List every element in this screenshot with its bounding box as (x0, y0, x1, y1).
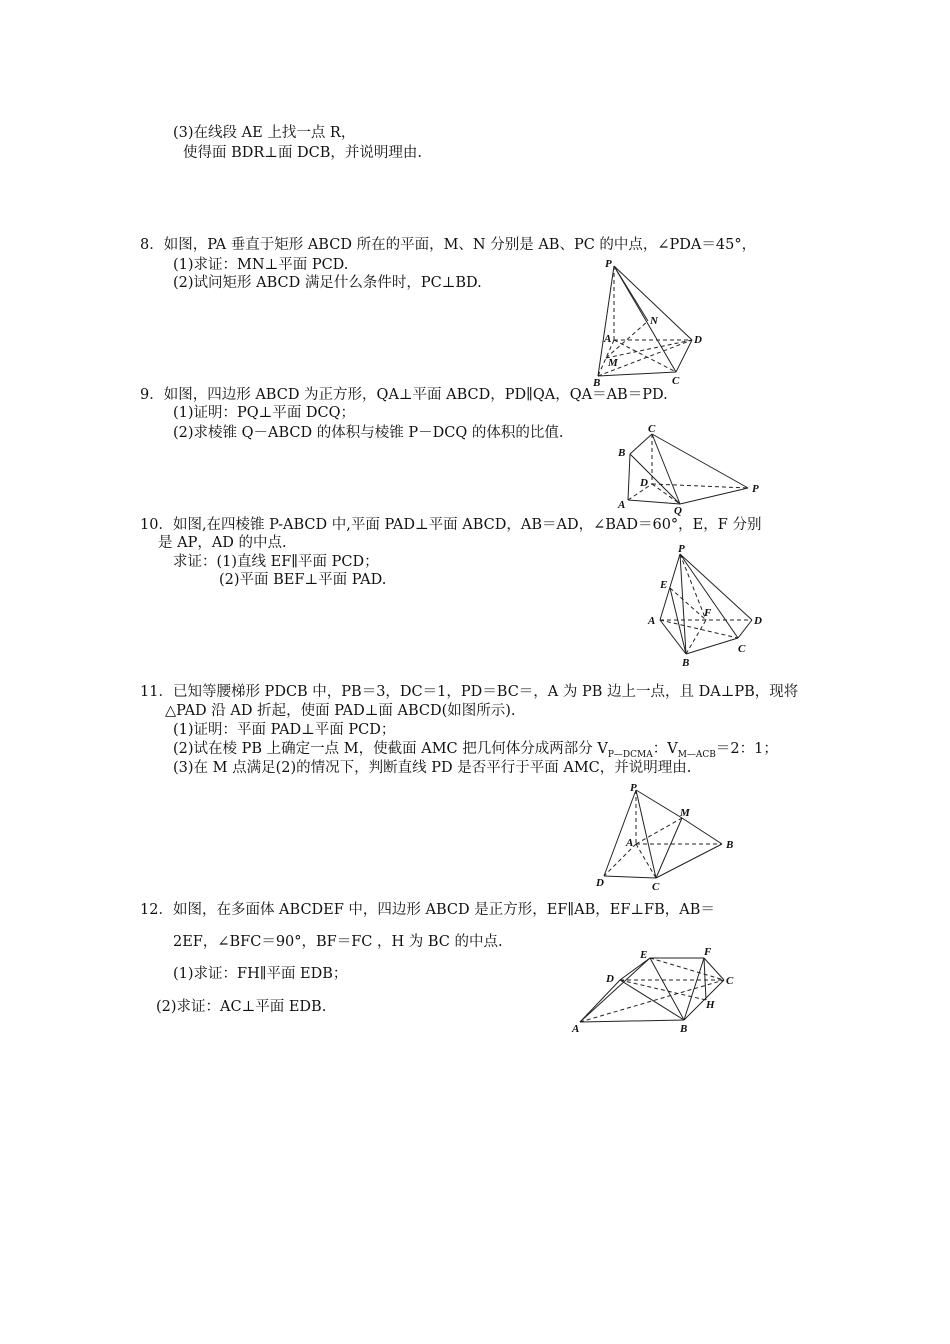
p12-label-C: C (726, 975, 734, 987)
p10-part1: 求证：(1)直线 EF∥平面 PCD； (173, 554, 379, 570)
p9-part1: (1)证明：PQ⊥平面 DCQ； (173, 405, 356, 421)
p12-figure (570, 944, 750, 1044)
p11-label-P: P (630, 782, 637, 794)
p12-polyhedron-diagram (570, 944, 750, 1040)
p11-part2-tail: ＝2：1； (715, 741, 778, 757)
p11-label-D: D (596, 877, 604, 889)
p11-part2-sub2: M—ACB (677, 749, 716, 760)
p8-label-A: A (604, 333, 612, 345)
p7-part3-line2: 使得面 BDR⊥面 DCB，并说明理由. (183, 145, 423, 161)
p12-part1: (1)求证：FH∥平面 EDB； (173, 966, 348, 982)
p8-label-C: C (672, 375, 680, 387)
p9-label-Q: Q (674, 505, 682, 517)
p12-label-D: D (606, 973, 614, 985)
p10-pyramid-diagram (640, 542, 770, 670)
p8-label-B: B (593, 377, 601, 389)
p11-part2-sub1: P—DCMA (607, 749, 653, 760)
p10-label-D: D (754, 615, 762, 627)
p10-label-P: P (678, 543, 685, 555)
p11-label-M: M (680, 807, 690, 819)
p11-part2-mid: ：V (652, 741, 678, 757)
p9-label-P: P (752, 483, 759, 495)
p8-label-D: D (694, 334, 702, 346)
p12-label-B: B (680, 1023, 688, 1035)
p8-label-P: P (605, 258, 612, 270)
p9-stem: 9．如图，四边形 ABCD 为正方形，QA⊥平面 ABCD，PD∥QA，QA＝AB＝PD. (140, 387, 668, 403)
p12-stem-line1: 12．如图，在多面体 ABCDEF 中，四边形 ABCD 是正方形，EF∥AB，EF⊥FB，AB＝ (140, 902, 715, 918)
p10-part2: (2)平面 BEF⊥平面 PAD. (219, 572, 387, 588)
p8-pyramid-diagram (590, 258, 720, 388)
p11-stem-line1: 11．已知等腰梯形 PDCB 中，PB＝3，DC＝1，PD＝BC＝，A 为 PB 边上一点，且 DA⊥PB，现将 (140, 684, 799, 700)
p11-label-A: A (626, 837, 634, 849)
p10-label-F: F (704, 607, 712, 619)
p10-stem-line2: 是 AP，AD 的中点. (158, 535, 287, 551)
p9-label-A: A (618, 499, 626, 511)
p11-figure (590, 778, 750, 896)
p12-part2: (2)求证：AC⊥平面 EDB. (156, 999, 327, 1015)
p9-pyramid-diagram (612, 420, 772, 517)
p12-label-F: F (704, 946, 712, 958)
p12-label-E: E (640, 949, 648, 961)
p11-label-B: B (726, 839, 734, 851)
p12-label-A: A (572, 1023, 580, 1035)
p10-stem-line1: 10．如图,在四棱锥 P-ABCD 中,平面 PAD⊥平面 ABCD，AB＝AD，∠BAD＝60°，E，F 分别 (140, 517, 762, 533)
p8-label-M: M (608, 357, 618, 369)
p7-part3-line1: (3)在线段 AE 上找一点 R， (173, 125, 356, 141)
p10-label-A: A (648, 615, 656, 627)
p11-part1: (1)证明：平面 PAD⊥平面 PCD； (173, 722, 396, 738)
p8-stem: 8．如图，PA 垂直于矩形 ABCD 所在的平面，M、N 分别是 AB、PC 的中点，∠PDA＝45°， (140, 237, 757, 253)
p8-figure (590, 258, 720, 392)
p10-figure (640, 542, 770, 674)
p9-figure (612, 420, 772, 516)
p8-label-N: N (650, 315, 658, 327)
p8-part1: (1)求证：MN⊥平面 PCD. (173, 257, 349, 273)
p11-pyramid-diagram (590, 778, 750, 892)
p8-part2: (2)试问矩形 ABCD 满足什么条件时，PC⊥BD. (173, 275, 482, 291)
p12-label-H: H (706, 999, 715, 1011)
p10-label-C: C (738, 643, 746, 655)
p10-label-E: E (660, 579, 668, 591)
p9-label-B: B (618, 447, 626, 459)
p11-part2-main: (2)试在棱 PB 上确定一点 M，使截面 AMC 把几何体分成两部分 V (173, 741, 608, 757)
p12-stem-line2: 2EF，∠BFC＝90°，BF＝FC ，H 为 BC 的中点. (173, 934, 503, 950)
p11-label-C: C (652, 881, 660, 893)
p9-label-D: D (640, 477, 648, 489)
p9-label-C: C (648, 423, 656, 435)
p11-part3: (3)在 M 点满足(2)的情况下，判断直线 PD 是否平行于平面 AMC，并说明理由. (173, 760, 692, 776)
p10-label-B: B (682, 657, 690, 669)
p9-part2: (2)求棱锥 Q－ABCD 的体积与棱锥 P－DCQ 的体积的比值. (173, 425, 564, 441)
p11-stem-line2: △PAD 沿 AD 折起，使面 PAD⊥面 ABCD(如图所示). (165, 703, 516, 719)
